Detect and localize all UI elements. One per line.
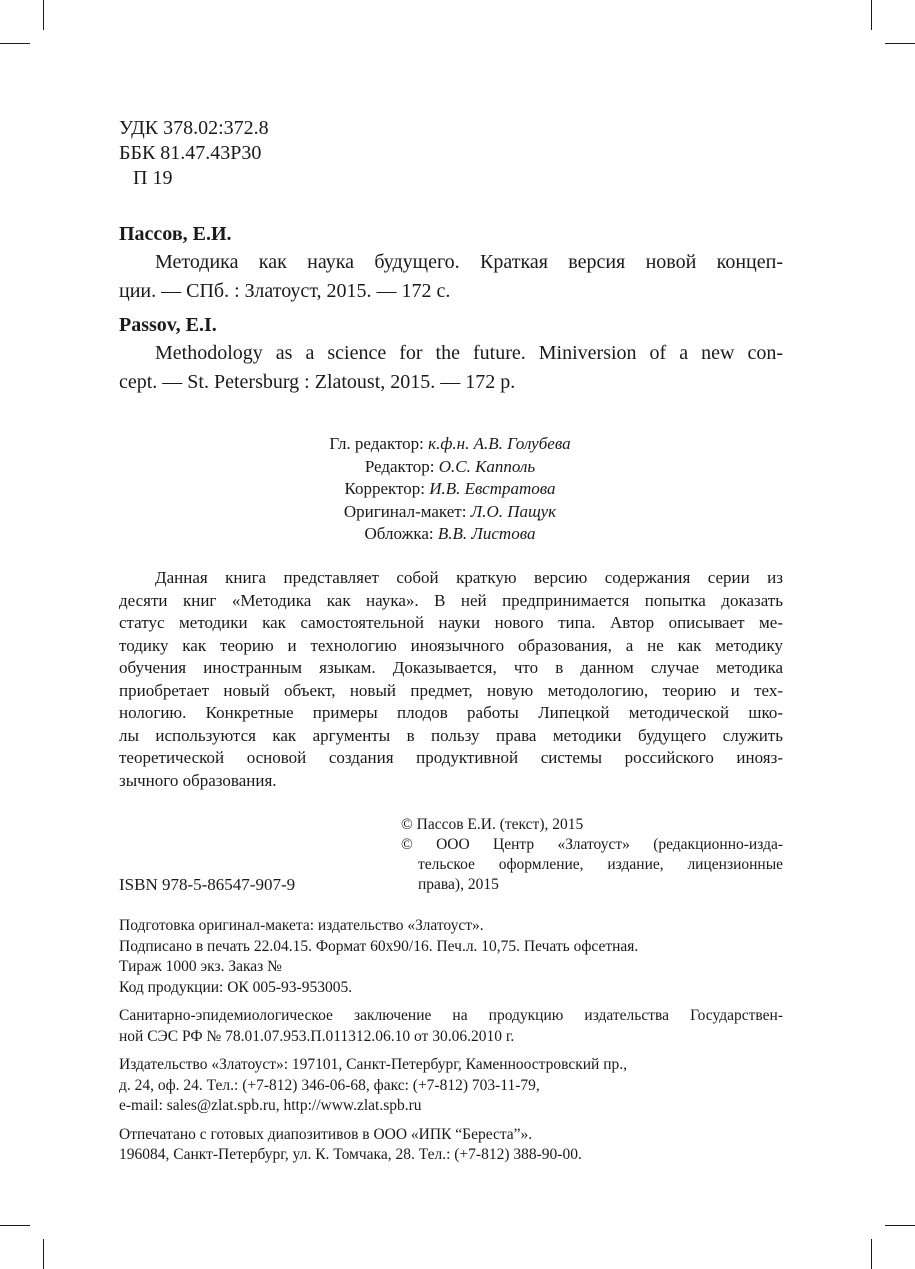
imprint-publisher-phone: д. 24, оф. 24. Тел.: (+7-812) 346-06-68, факс: (+7-812) 703-11-79, — [119, 1076, 540, 1094]
entry-ru-author: Пассов, Е.И. — [119, 223, 232, 245]
credit-line — [200, 433, 700, 456]
abstract — [119, 567, 783, 792]
imprint-run: Тираж 1000 экз. Заказ № — [119, 958, 282, 975]
credit-role: Корректор: — [344, 479, 425, 498]
crop-mark-bottom-left-horizontal — [0, 1225, 30, 1226]
credit-name: к.ф.н. А.В. Голубева — [428, 434, 571, 453]
copyright-author: © Пассов Е.И. (текст), 2015 — [401, 816, 584, 833]
abstract-line: обучения иностранным языкам. Доказывается, что в данном случае методика — [119, 658, 783, 677]
bbk-code: ББК 81.47.43Р30 — [119, 142, 262, 164]
imprint-signed: Подписано в печать 22.04.15. Формат 60х90/16. Печ.л. 10,75. Печать офсетная. — [119, 937, 639, 955]
credit-name: Л.О. Пащук — [470, 501, 557, 521]
abstract-line: статус методики как самостоятельной науки нового типа. Автор описывает ме- — [119, 613, 783, 632]
udk-code: УДК 378.02:372.8 — [119, 117, 269, 139]
abstract-line: приобретает новый объект, новый предмет, новую методологию, теорию и тех- — [119, 680, 783, 700]
imprint-publisher-contacts: e-mail: sales@zlat.spb.ru, http://www.zlat.spb.ru — [119, 1097, 422, 1114]
credit-role: Оригинал-макет: — [343, 501, 467, 521]
crop-mark-bottom-right-vertical — [871, 1239, 872, 1269]
entry-en — [119, 311, 783, 397]
imprint-sanitary-line2: ной СЭС РФ № 78.01.07.953.П.011312.06.10 от 30.06.2010 г. — [119, 1027, 515, 1045]
imprint-printer-address: 196084, Санкт-Петербург, ул. К. Томчака, 28. Тел.: (+7-812) 388-90-00. — [119, 1146, 582, 1163]
imprint-publisher-address: Издательство «Златоуст»: 197101, Санкт-Петербург, Каменноостровский пр., — [119, 1056, 628, 1073]
author-mark: П 19 — [133, 167, 173, 189]
crop-mark-top-right-vertical — [871, 0, 872, 30]
entry-en-line2: cept. — St. Petersburg : Zlatoust, 2015. — 172 p. — [119, 371, 516, 393]
entry-ru — [119, 220, 783, 306]
credit-line — [200, 478, 700, 501]
crop-mark-bottom-right-horizontal — [885, 1225, 915, 1226]
crop-mark-bottom-left-vertical — [43, 1239, 44, 1269]
credit-role: Редактор: — [364, 456, 435, 476]
credit-name: О.С. Капполь — [438, 456, 536, 476]
imprint-block — [119, 916, 783, 1166]
entry-ru-line2: ции. — СПб. : Златоуст, 2015. — 172 с. — [119, 280, 451, 302]
isbn: ISBN 978-5-86547-907-9 — [119, 875, 296, 894]
imprint-code: Код продукции: ОК 005-93-953005. — [119, 978, 353, 996]
abstract-line: зычного образования. — [119, 770, 277, 790]
credit-name: В.В. Листова — [437, 524, 536, 543]
imprint-sanitary-line1: Санитарно-эпидемиологическое заключение на продукцию издательства Государствен- — [119, 1007, 783, 1024]
credit-line — [200, 456, 700, 479]
abstract-line: десяти книг «Методика как наука». В ней предпринимается попытка доказать — [119, 590, 783, 610]
entry-ru-line1: Методика как наука будущего. Краткая версия новой концеп- — [155, 251, 783, 273]
entry-en-author: Passov, E.I. — [119, 314, 217, 336]
copyright-block — [401, 815, 783, 895]
crop-mark-top-left-vertical — [43, 0, 44, 30]
abstract-line: Данная книга представляет собой краткую версию содержания серии из — [155, 568, 783, 587]
credits-block — [200, 433, 700, 546]
copyright-publisher-line1: © ООО Центр «Златоуст» (редакционно-изда- — [401, 836, 783, 853]
abstract-line: теоретической основой создания продуктивной системы российского инояз- — [119, 748, 783, 767]
crop-mark-top-left-horizontal — [0, 43, 30, 44]
abstract-line: тодику как теорию и технологию иноязычного образования, а не как методику — [119, 635, 783, 655]
crop-mark-top-right-horizontal — [885, 43, 915, 44]
imprint-prep: Подготовка оригинал-макета: издательство «Златоуст». — [119, 917, 484, 934]
classification-block — [119, 116, 269, 191]
credit-line — [200, 523, 700, 546]
abstract-line: лы используются как аргументы в пользу права методики будущего служить — [119, 725, 783, 745]
abstract-line: нологию. Конкретные примеры плодов работы Липецкой методической шко- — [119, 703, 783, 722]
credit-role: Обложка: — [364, 524, 434, 543]
credit-line — [200, 501, 700, 524]
copyright-publisher-line2: тельское оформление, издание, лицензионные — [418, 856, 783, 873]
entry-en-line1: Methodology as a science for the future. Miniversion of a new con- — [155, 342, 783, 364]
credit-name: И.В. Евстратова — [429, 479, 556, 498]
credit-role: Гл. редактор: — [329, 434, 424, 453]
imprint-printer: Отпечатано с готовых диапозитивов в ООО «ИПК “Береста”». — [119, 1125, 533, 1143]
copyright-publisher-line3: права), 2015 — [418, 876, 499, 893]
